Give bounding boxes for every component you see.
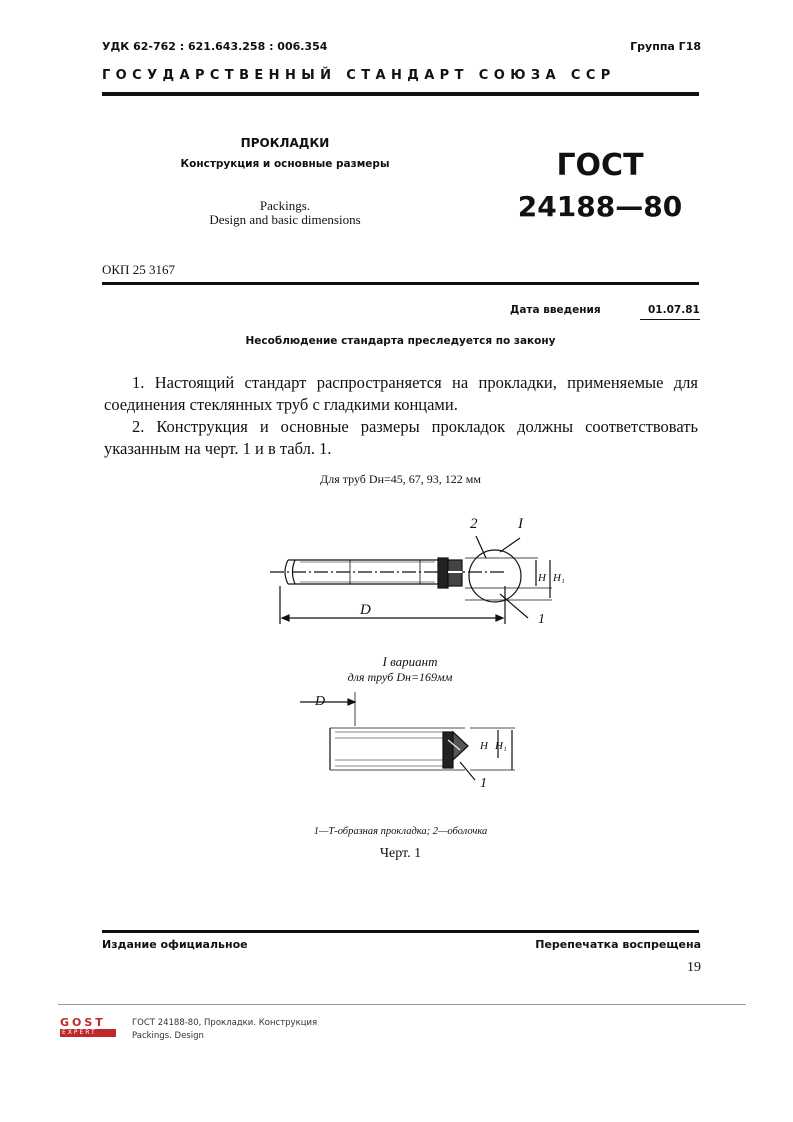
title-ru: ПРОКЛАДКИ — [240, 136, 330, 150]
law-notice: Несоблюдение стандарта преследуется по закону — [245, 335, 556, 347]
variant-label-h: H — [480, 740, 488, 752]
group-code: Группа Г18 — [630, 40, 701, 53]
pipes-caption: Для труб Dн=45, 67, 93, 122 мм — [320, 472, 481, 486]
variant-label-h1: H₁ — [495, 740, 507, 752]
state-standard-banner: ГОСУДАРСТВЕННЫЙ СТАНДАРТ СОЮЗА ССР — [102, 68, 616, 83]
gost-label: ГОСТ — [556, 148, 644, 183]
label-2: 2 — [470, 516, 478, 532]
label-h: H — [538, 572, 546, 584]
date-label: Дата введения — [510, 304, 601, 316]
drawing-caption: Черт. 1 — [379, 846, 422, 861]
okp-code: ОКП 25 3167 — [102, 262, 175, 277]
label-d: D — [360, 602, 371, 618]
label-1: 1 — [538, 612, 545, 627]
edition-official: Издание официальное — [102, 938, 248, 951]
variant-label-d: D — [315, 694, 326, 709]
bottom-doc-title[interactable]: ГОСТ 24188-80, Прокладки. Конструкция — [132, 1018, 318, 1028]
variant-title: I вариант — [382, 654, 438, 669]
title-rule — [102, 282, 699, 285]
label-roman-i: I — [518, 516, 523, 532]
bottom-bar-divider — [58, 1004, 746, 1005]
paragraph-2: 2. Конструкция и основные размеры прокладок должны соответствовать указанным на черт. 1 и в табл. 1. — [104, 417, 698, 458]
header-rule — [102, 92, 699, 96]
variant-subtitle: для труб Dн=169мм — [347, 670, 453, 684]
variant-label-1: 1 — [480, 776, 487, 791]
paragraph-1: 1. Настоящий стандарт распространяется на прокладки, применяемые для соединения стеклянных труб с гладкими концами. — [104, 373, 698, 414]
bottom-doc-subtitle: Packings. Design — [132, 1031, 204, 1041]
logo-subtext: EXPERT — [60, 1029, 116, 1037]
gost-number: 24188—80 — [517, 190, 683, 223]
date-value: 01.07.81 — [648, 304, 700, 316]
packing-drawing-main — [260, 510, 580, 640]
gost-expert-logo[interactable] — [60, 1017, 116, 1039]
label-h1: H₁ — [553, 572, 565, 584]
subtitle-ru: Конструкция и основные размеры — [180, 158, 390, 170]
figure-legend: 1—Т-образная прокладка; 2—оболочка — [313, 826, 488, 837]
title-en-2: Design and basic dimensions — [209, 212, 361, 227]
date-underline — [640, 319, 700, 320]
udk-code: УДК 62-762 : 621.643.258 : 006.354 — [102, 40, 328, 53]
document-page — [60, 0, 735, 1040]
page-number: 19 — [687, 960, 701, 975]
footer-rule — [102, 930, 699, 933]
reprint-forbidden: Перепечатка воспрещена — [535, 938, 701, 951]
logo-text: GOST — [60, 1016, 106, 1029]
title-en-1: Packings. — [259, 198, 311, 213]
